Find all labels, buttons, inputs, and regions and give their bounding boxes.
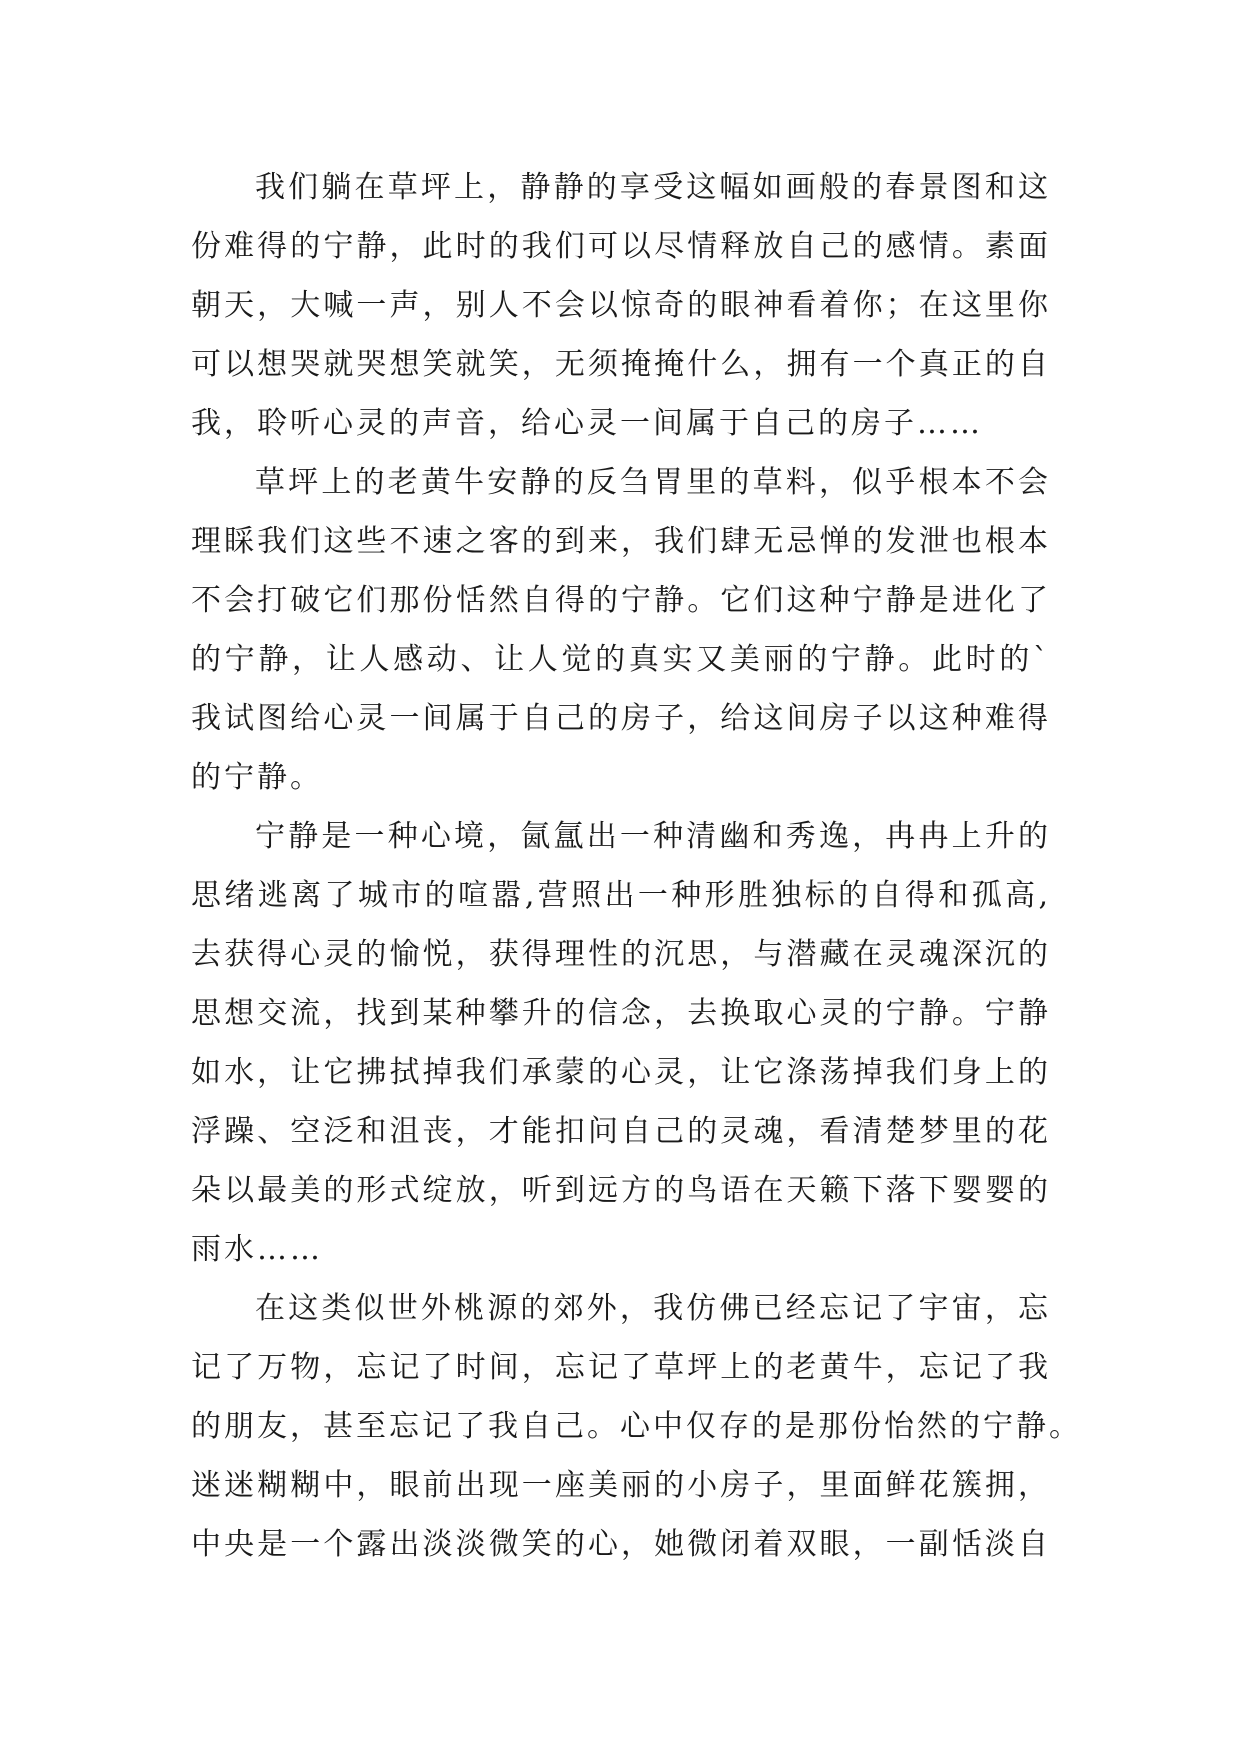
document-body — [191, 158, 1082, 1574]
text-line: 迷迷糊糊中，眼前出现一座美丽的小房子，里面鲜花簇拥， — [191, 1468, 1051, 1503]
text-line: 不会打破它们那份恬然自得的宁静。它们这种宁静是进化了 — [191, 583, 1051, 618]
paragraph-1 — [191, 158, 1051, 453]
text-line: 朝天，大喊一声，别人不会以惊奇的眼神看着你；在这里你 — [191, 288, 1051, 323]
text-line: 思绪逃离了城市的喧嚣,营照出一种形胜独标的自得和孤高, — [191, 878, 1051, 913]
text-line: 记了万物，忘记了时间，忘记了草坪上的老黄牛，忘记了我 — [191, 1350, 1051, 1385]
text-line: 的宁静。 — [191, 760, 323, 795]
text-line: 雨水…… — [191, 1232, 323, 1267]
text-line: 可以想哭就哭想笑就笑，无须掩掩什么，拥有一个真正的自 — [191, 347, 1051, 382]
paragraph-2 — [191, 453, 1051, 807]
text-line: 宁静是一种心境，氤氲出一种清幽和秀逸，冉冉上升的 — [255, 819, 1051, 854]
text-line: 我们躺在草坪上，静静的享受这幅如画般的春景图和这 — [255, 170, 1051, 205]
text-line: 理睬我们这些不速之客的到来，我们肆无忌惮的发泄也根本 — [191, 524, 1051, 559]
text-line: 份难得的宁静，此时的我们可以尽情释放自己的感情。素面 — [191, 229, 1051, 264]
text-line: 草坪上的老黄牛安静的反刍胃里的草料，似乎根本不会 — [255, 465, 1051, 500]
text-line: 我，聆听心灵的声音，给心灵一间属于自己的房子…… — [191, 406, 983, 441]
text-line: 去获得心灵的愉悦，获得理性的沉思，与潜藏在灵魂深沉的 — [191, 937, 1051, 972]
text-line: 中央是一个露出淡淡微笑的心，她微闭着双眼，一副恬淡自 — [191, 1527, 1051, 1562]
paragraph-4 — [191, 1279, 1082, 1574]
text-line: 浮躁、空泛和沮丧，才能扣问自己的灵魂，看清楚梦里的花 — [191, 1114, 1051, 1149]
text-line: 朵以最美的形式绽放，听到远方的鸟语在天籁下落下婴婴的 — [191, 1173, 1051, 1208]
text-line: 的朋友，甚至忘记了我自己。心中仅存的是那份怡然的宁静。 — [191, 1409, 1082, 1444]
text-line: 如水，让它拂拭掉我们承蒙的心灵，让它涤荡掉我们身上的 — [191, 1055, 1051, 1090]
text-line: 思想交流，找到某种攀升的信念，去换取心灵的宁静。宁静 — [191, 996, 1051, 1031]
paragraph-3 — [191, 807, 1051, 1279]
text-line: 我试图给心灵一间属于自己的房子，给这间房子以这种难得 — [191, 701, 1051, 736]
text-line: 在这类似世外桃源的郊外，我仿佛已经忘记了宇宙，忘 — [255, 1291, 1051, 1326]
text-line: 的宁静，让人感动、让人觉的真实又美丽的宁静。此时的` — [191, 642, 1051, 677]
